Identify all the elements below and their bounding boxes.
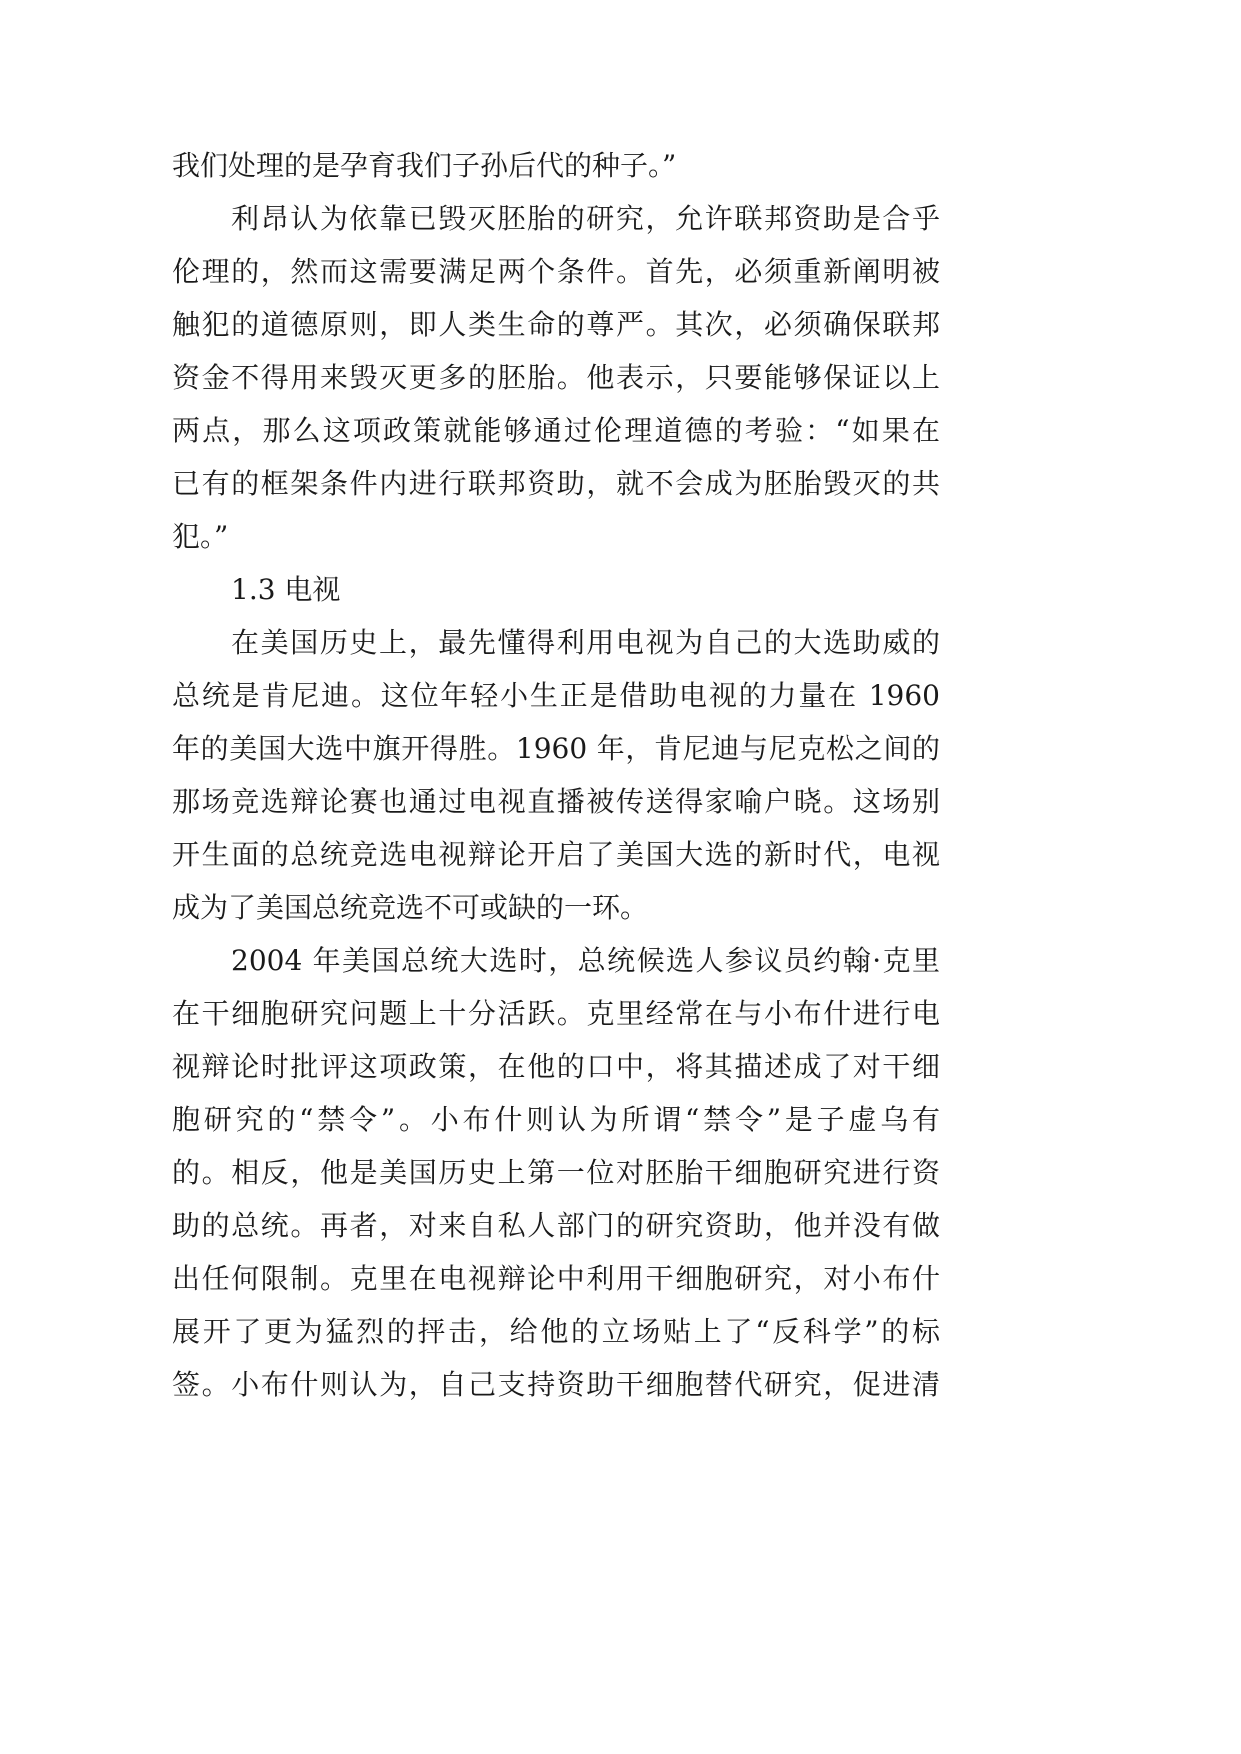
- text-line: 伦理的，然而这需要满足两个条件。首先，必须重新阐明被: [172, 255, 940, 288]
- text-line: 展开了更为猛烈的抨击，给他的立场贴上了“反科学”的标: [172, 1315, 940, 1348]
- text-line: 利昂认为依靠已毁灭胚胎的研究，允许联邦资助是合乎: [231, 202, 940, 235]
- text-line: 的。相反，他是美国历史上第一位对胚胎干细胞研究进行资: [172, 1156, 940, 1189]
- text-line: 触犯的道德原则，即人类生命的尊严。其次，必须确保联邦: [172, 308, 940, 341]
- text-line: 视辩论时批评这项政策，在他的口中，将其描述成了对干细: [172, 1050, 940, 1083]
- text-line: 我们处理的是孕育我们子孙后代的种子。”: [172, 149, 677, 182]
- section-heading: [172, 563, 940, 616]
- text-line: 签。小布什则认为，自己支持资助干细胞替代研究，促进清: [172, 1368, 940, 1401]
- text-line: 在干细胞研究问题上十分活跃。克里经常在与小布什进行电: [172, 997, 940, 1030]
- text-line: 犯。”: [172, 520, 229, 553]
- text-column: [172, 139, 940, 1411]
- section-heading-text: 1.3 电视: [231, 573, 341, 606]
- text-line: 开生面的总统竞选电视辩论开启了美国大选的新时代，电视: [172, 838, 940, 871]
- paragraph: [172, 934, 940, 1411]
- text-line: 已有的框架条件内进行联邦资助，就不会成为胚胎毁灭的共: [172, 467, 940, 500]
- text-line: 资金不得用来毁灭更多的胚胎。他表示，只要能够保证以上: [172, 361, 940, 394]
- paragraph: [172, 192, 940, 563]
- text-line: 总统是肯尼迪。这位年轻小生正是借助电视的力量在 1960: [172, 679, 940, 712]
- text-line: 成为了美国总统竞选不可或缺的一环。: [172, 891, 649, 924]
- text-line: 助的总统。再者，对来自私人部门的研究资助，他并没有做: [172, 1209, 940, 1242]
- text-line: 在美国历史上，最先懂得利用电视为自己的大选助威的: [231, 626, 940, 659]
- paragraph: [172, 616, 940, 934]
- text-line: 那场竞选辩论赛也通过电视直播被传送得家喻户晓。这场别: [172, 785, 940, 818]
- text-line: 2004 年美国总统大选时，总统候选人参议员约翰·克里: [231, 944, 940, 977]
- carryover-paragraph: [172, 139, 940, 192]
- text-line: 年的美国大选中旗开得胜。1960 年，肯尼迪与尼克松之间的: [172, 732, 940, 765]
- text-line: 出任何限制。克里在电视辩论中利用干细胞研究，对小布什: [172, 1262, 940, 1295]
- text-line: 两点，那么这项政策就能够通过伦理道德的考验：“如果在: [172, 414, 940, 447]
- text-line: 胞研究的“禁令”。小布什则认为所谓“禁令”是子虚乌有: [172, 1103, 940, 1136]
